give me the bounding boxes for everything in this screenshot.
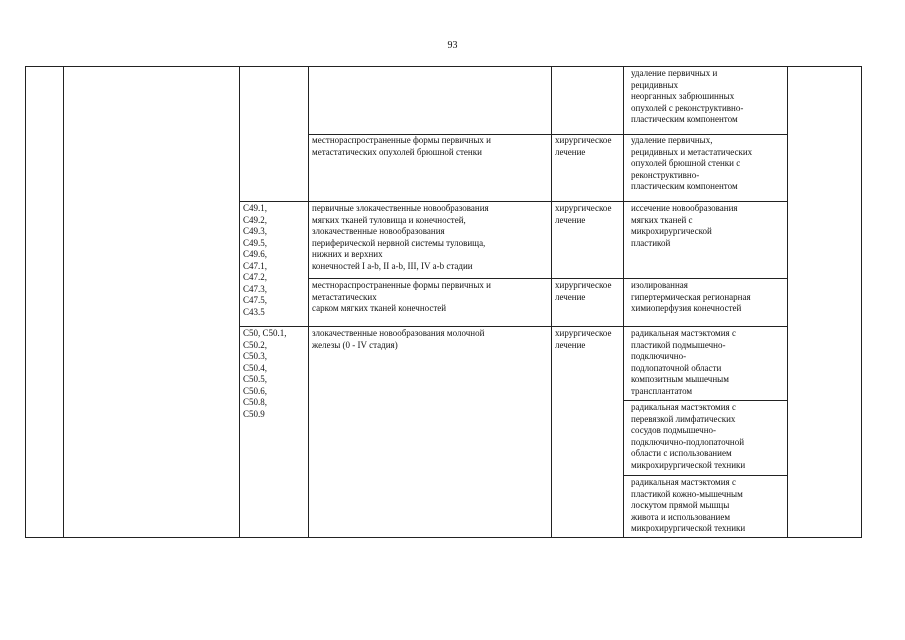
- column-divider: [623, 67, 624, 537]
- method-cell: изолированная гипертермическая регионарная химиоперфузия конечностей: [631, 280, 751, 313]
- patient-model-cell: первичные злокачественные новообразования мягких тканей туловища и конечностей, злокачественные новообразования периферической нервной системы туловища, нижних и верхних конечностей I a-b, II a-b, III, IV a-b стадии: [312, 203, 489, 271]
- patient-model-cell: местнораспространенные формы первичных и метастатических опухолей брюшной стенки: [312, 135, 491, 157]
- row-divider: [239, 326, 787, 327]
- medical-table: [25, 66, 862, 538]
- column-divider: [308, 67, 309, 537]
- treatment-type-cell: хирургическое лечение: [555, 203, 612, 225]
- icd-codes-cell: C50, C50.1, C50.2, C50.3, C50.4, C50.5, C50.6, C50.8, C50.9: [243, 328, 287, 419]
- method-cell: иссечение новообразования мягких тканей с микрохирургической пластикой: [631, 203, 738, 248]
- row-divider: [308, 278, 787, 279]
- method-cell: радикальная мастэктомия с пластикой кожно-мышечным лоскутом прямой мышцы живота и использованием микрохирургической техники: [631, 477, 746, 533]
- method-cell: удаление первичных и рецидивных неорганных забрюшинных опухолей с реконструктивно- пластическим компонентом: [631, 68, 744, 124]
- treatment-type-cell: хирургическое лечение: [555, 280, 612, 302]
- method-cell: удаление первичных, рецидивных и метастатических опухолей брюшной стенки с реконструктивно- пластическим компонентом: [631, 135, 753, 191]
- row-divider: [239, 201, 787, 202]
- page-number: 93: [447, 40, 458, 51]
- column-divider: [787, 67, 788, 537]
- method-cell: радикальная мастэктомия с пластикой подмышечно- подключично- подлопаточной области композитным мышечным трансплантатом: [631, 328, 736, 396]
- patient-model-cell: злокачественные новообразования молочной железы (0 - IV стадия): [312, 328, 485, 350]
- treatment-type-cell: хирургическое лечение: [555, 135, 612, 157]
- patient-model-cell: местнораспространенные формы первичных и метастатических сарком мягких тканей конечностей: [312, 280, 491, 313]
- column-divider: [63, 67, 64, 537]
- treatment-type-cell: хирургическое лечение: [555, 328, 612, 350]
- row-divider: [623, 400, 787, 401]
- row-divider: [623, 475, 787, 476]
- icd-codes-cell: C49.1, C49.2, C49.3, C49.5, C49.6, C47.1, C47.2, C47.3, C47.5, C43.5: [243, 203, 268, 317]
- column-divider: [239, 67, 240, 537]
- method-cell: радикальная мастэктомия с перевязкой лимфатических сосудов подмышечно- подключично-подлопаточной области с использованием микрохирургической техники: [631, 402, 746, 470]
- column-divider: [551, 67, 552, 537]
